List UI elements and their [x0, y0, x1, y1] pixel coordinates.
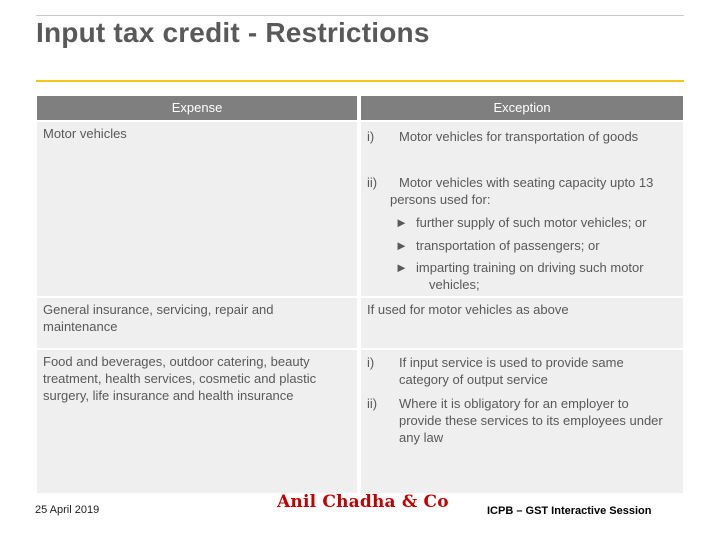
bullet-text: further supply of such motor vehicles; or [416, 215, 647, 230]
title-underline [36, 80, 684, 82]
footer-date: 25 April 2019 [35, 504, 100, 516]
expense-text: Food and beverages, outdoor catering, beauty treatment, health services, cosmetic and plastic surgery, life insurance and health insurance [43, 354, 317, 403]
table-row-3-expense [37, 350, 357, 493]
table-row-2-expense [37, 298, 357, 348]
expense-text: General insurance, servicing, repair and maintenance [43, 302, 274, 334]
exception-number: ii) [367, 396, 378, 411]
footer-session-title: ICPB – GST Interactive Session [487, 505, 652, 517]
column-header-expense: Expense [37, 96, 357, 120]
triangle-bullet-icon: ► [395, 260, 408, 275]
exception-text: Motor vehicles for transportation of goods [399, 129, 639, 144]
exception-text: Motor vehicles with seating capacity upto 13 [399, 175, 654, 190]
triangle-bullet-icon: ► [395, 238, 408, 253]
exception-text-continued: persons used for: [390, 192, 491, 207]
expense-text: Motor vehicles [43, 126, 127, 141]
exception-text: If input service is used to provide same category of output service [399, 355, 624, 387]
triangle-bullet-icon: ► [395, 215, 408, 230]
column-header-exception: Exception [361, 96, 683, 120]
bullet-text: imparting training on driving such motor [416, 260, 644, 275]
exception-text: If used for motor vehicles as above [367, 302, 569, 317]
exception-text: Where it is obligatory for an employer to provide these services to its employees under any law [399, 396, 663, 445]
table-row-1-expense [37, 122, 357, 296]
exception-number: i) [367, 355, 375, 370]
bullet-text: transportation of passengers; or [416, 238, 600, 253]
bullet-text-continued: vehicles; [429, 277, 480, 292]
table-row-1-exception [361, 122, 683, 296]
top-divider [36, 15, 684, 16]
table-row-3-exception [361, 350, 683, 493]
footer-firm-logo: Anil Chadha & Co [277, 492, 449, 512]
exception-number: i) [367, 129, 375, 144]
exception-number: ii) [367, 175, 378, 190]
table-row-2-exception [361, 298, 683, 348]
slide-title: Input tax credit - Restrictions [36, 17, 430, 48]
